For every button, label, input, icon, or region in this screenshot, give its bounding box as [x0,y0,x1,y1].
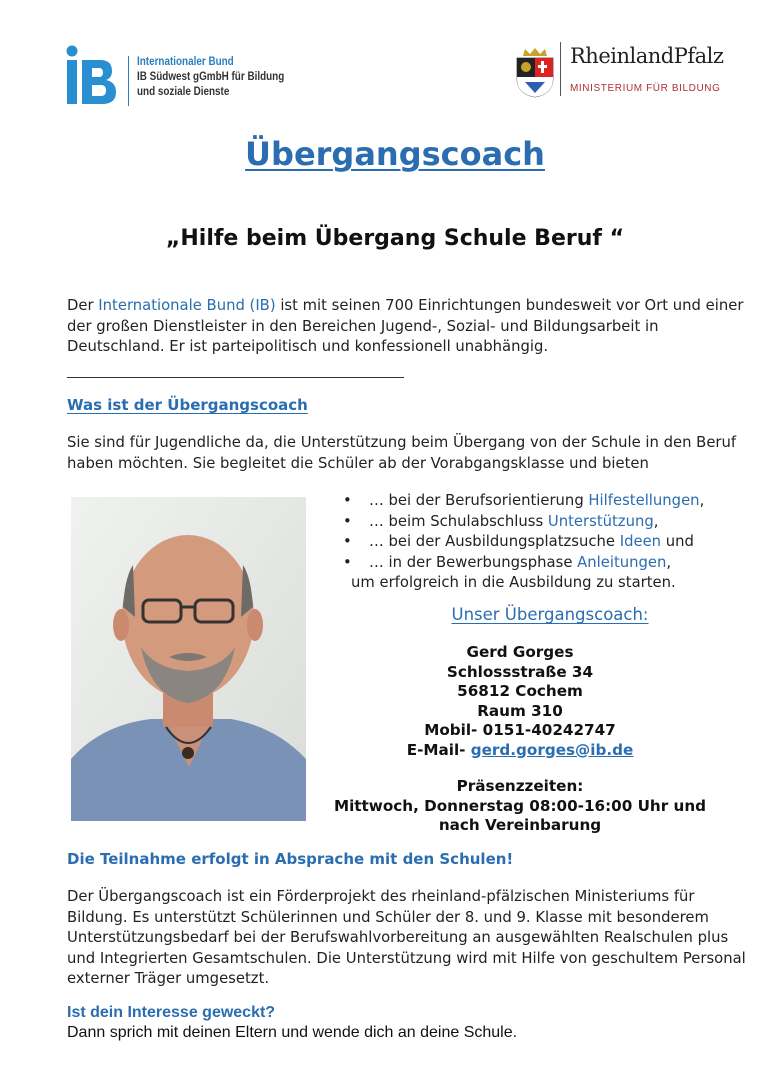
list-item [339,491,759,512]
contact-room: Raum 310 [477,701,563,720]
ib-link[interactable]: Internationale Bund (IB) [98,297,276,314]
rlp-wordmark: RheinlandPfalz [570,44,724,68]
hours-line-1: Mittwoch, Donnerstag 08:00-16:00 Uhr und [333,796,707,815]
contact-email-line [300,741,740,761]
contact-city: 56812 Cochem [457,682,583,700]
bullet-suffix: , [653,512,659,530]
contact-heading: Unser Übergangscoach: [451,605,649,624]
bullets-tail: um erfolgreich in die Ausbildung zu starten. [351,574,676,591]
intro-post: ist mit seinen 700 Einrichtungen bundesweit vor Ort und einer der großen Dienstleister in den Bereichen Jugend-, Sozial- und Bildungsarbeit in Deutschland. Er ist parteipolitisch und konfessionell unabhängig. [67,297,744,355]
section-participation-text: Der Übergangscoach ist ein Förderprojekt des rheinland-pfälzischen Ministeriums für Bildung. Es unterstützt Schülerinnen und Schüler der 8. und 9. Klasse mit besonderem Unterstützungsbedarf bei der Berufswahlvorbereitung an ausgewählten Realschulen plus und Integrierten Gesamtschulen. Die Unterstützung wird mit Hilfe von geschultem Personal externer Träger umgesetzt. [67,888,746,987]
bullet-text: … beim Schulabschluss [369,512,548,530]
intro-pre: Der [67,297,99,314]
ib-logo [66,45,120,105]
bullet-text: … bei der Berufsorientierung [369,492,589,509]
bullet-highlight: Anleitungen [577,553,667,571]
ib-line-2: IB Südwest gGmbH für Bildung [137,71,285,83]
ib-org-name [137,55,284,100]
intro-paragraph [67,296,747,358]
contact-name: Gerd Gorges [466,643,574,661]
bullet-icon: • [343,553,352,571]
coach-photo [71,497,306,821]
offer-list [339,491,759,594]
contact-street: Schlossstraße 34 [446,662,594,681]
hours-line-2: nach Vereinbarung [438,816,602,834]
page-title: Übergangscoach [245,135,545,173]
contact-block [300,643,740,760]
bullet-highlight: Hilfestellungen [588,492,700,509]
closing-text: Dann sprich mit deinen Eltern und wende dich an deine Schule. [67,1024,518,1041]
office-hours [300,777,740,836]
bullet-highlight: Unterstützung [547,512,654,530]
section-what-text: Sie sind für Jugendliche da, die Unterstützung beim Übergang von der Schule in den Beruf haben möchten. Sie begleitet die Schüler ab der Vorabgangsklasse und bieten [67,434,737,472]
section-heading-participation: Die Teilnahme erfolgt in Absprache mit den Schulen! [67,850,514,868]
rlp-divider [560,42,561,96]
rlp-crest-icon [515,46,555,98]
bullet-icon: • [343,512,352,530]
list-item [339,532,759,553]
bullet-highlight: Ideen [619,533,662,550]
ib-divider [128,56,129,106]
section-heading-what: Was ist der Übergangscoach [67,396,308,414]
email-link[interactable]: gerd.gorges@ib.de [470,740,634,759]
bullet-suffix: , [666,553,672,571]
bullet-text: … bei der Ausbildungsplatzsuche [369,533,620,550]
bullet-text: … in der Bewerbungsphase [369,553,578,571]
ib-line-3: und soziale Dienste [137,86,230,98]
ib-line-1: Internationaler Bund [137,56,234,68]
hours-heading: Präsenzzeiten: [456,777,584,795]
bullet-suffix: und [661,533,694,550]
divider-line [67,377,404,378]
closing-heading: Ist dein Interesse geweckt? [67,1004,276,1021]
bullet-icon: • [343,533,352,550]
contact-mobile: Mobil- 0151-40242747 [424,721,616,739]
bullet-suffix: , [699,492,705,509]
bullet-icon: • [343,492,352,509]
rlp-ministry: MINISTERIUM FÜR BILDUNG [570,83,721,94]
email-label: E-Mail- [406,740,471,759]
list-item [339,553,759,574]
list-item [339,512,759,533]
page-subtitle: „Hilfe beim Übergang Schule Beruf “ [165,226,625,251]
